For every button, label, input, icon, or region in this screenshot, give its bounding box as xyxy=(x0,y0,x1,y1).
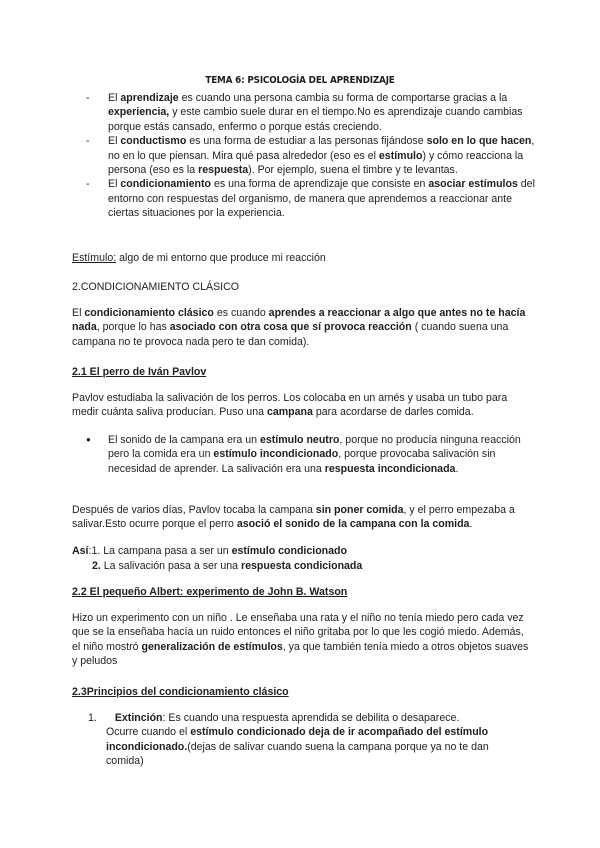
intro-item-conductismo: - El conductismo es una forma de estudiar a las personas fijándose solo en lo que hacen, no en lo que piensan. Mira qué pasa alrededor (eso es el estímulo) y cómo reacciona la persona (eso es la respuesta). Por ejemplo, suena el timbre y te levantas. xyxy=(86,134,536,177)
page-title: TEMA 6: PSICOLOGÍA DEL APRENDIZAJE xyxy=(205,75,395,86)
section-2-1-bullets xyxy=(86,433,526,476)
asi-line-1: Así:1. La campana pasa a ser un estímulo condicionado xyxy=(72,545,347,557)
intro-item-aprendizaje: - El aprendizaje es cuando una persona cambia su forma de comportarse gracias a la experiencia, y este cambio suele durar en el tiempo.No es aprendizaje cuando cambias porque estás cansado, enfermo o porque estás creciendo. xyxy=(86,91,536,134)
asi-line-2: 2. La salivación pasa a ser una respuesta condicionada xyxy=(92,560,363,572)
section-2-1-heading: 2.1 El perro de Iván Pavlov xyxy=(72,366,207,378)
section-2-3-list xyxy=(88,711,522,769)
estimulo-definition: Estímulo: algo de mi entorno que produce mi reacción xyxy=(72,252,326,264)
bullet-item: ● El sonido de la campana era un estímulo neutro, porque no producía ninguna reacción pero la comida era un estímulo incondicionado, porque provocaba salivación sin necesidad de aprender. La salivación era una respuesta incondicionada. xyxy=(86,433,526,476)
section-2-paragraph: El condicionamiento clásico es cuando aprendes a reaccionar a algo que antes no te hacía nada, porque lo has asociado con otra cosa que sí provoca reacción ( cuando suena una campana no te provoca nada pero te dan comida). xyxy=(72,307,526,348)
section-2-1-paragraph: Pavlov estudiaba la salivación de los perros. Los colocaba en un arnés y usaba un tubo para medir cuánta saliva producían. Puso una campana para acordarse de darles comida. xyxy=(72,392,508,419)
section-2-heading: 2.CONDICIONAMIENTO CLÁSICO xyxy=(72,281,239,293)
intro-item-condicionamiento: - El condicionamiento es una forma de aprendizaje que consiste en asociar estímulos del entorno con respuestas del organismo, de manera que aprendemos a reaccionar ante ciertas situaciones por la experiencia. xyxy=(86,177,536,220)
principle-item-extincion: 1. Extinción: Es cuando una respuesta aprendida se debilita o desaparece. Ocurre cuando el estímulo condicionado deja de ir acompañado del estímulo incondicionado.(dejas de salivar cuando suena la campana porque ya no te dan comida) xyxy=(88,712,489,768)
section-2-1-paragraph-2: Después de varios días, Pavlov tocaba la campana sin poner comida, y el perro empezaba a salivar.Esto ocurre porque el perro asoció el sonido de la campana con la comida. xyxy=(72,504,515,531)
section-2-2-heading: 2.2 El pequeño Albert: experimento de John B. Watson xyxy=(72,586,348,598)
section-2-3-heading: 2.3Principios del condicionamiento clásico xyxy=(72,686,289,698)
section-2-2-paragraph: Hizo un experimento con un niño . Le enseñaba una rata y el niño no tenía miedo pero cada vez que se la enseñaba hacía un ruido entonces el niño gritaba por lo que les cogió miedo. Además, el niño mostró generalización de estímulos, ya que también tenía miedo a otros objetos suaves y peludos xyxy=(72,612,529,668)
intro-list xyxy=(86,91,536,221)
